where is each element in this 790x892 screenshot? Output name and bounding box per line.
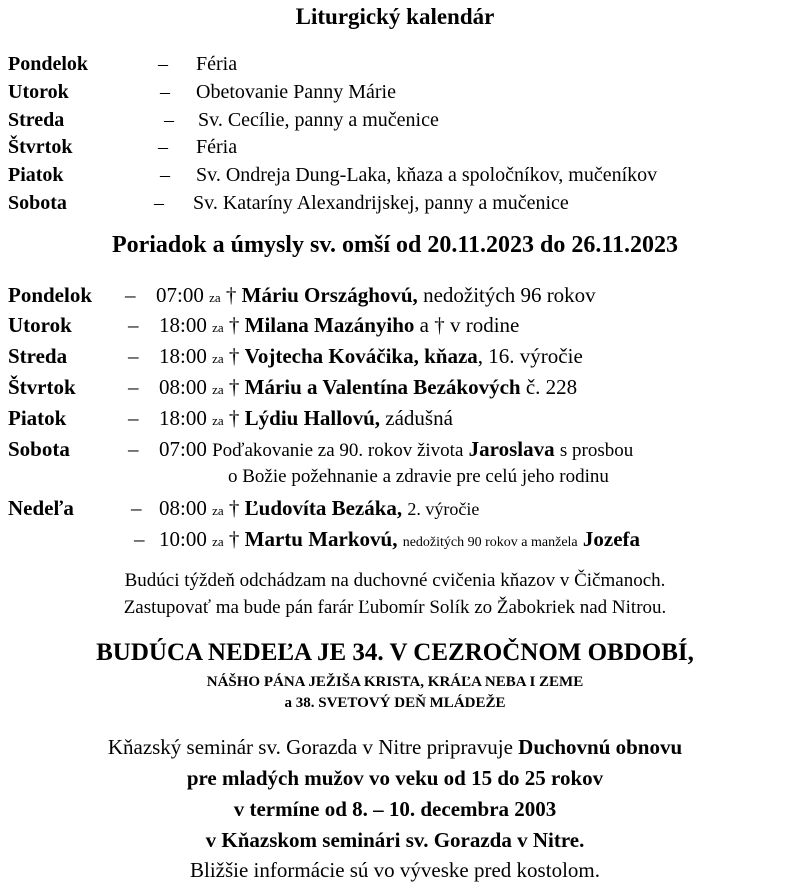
mass-dash: – (128, 344, 139, 368)
liturgical-text: Féria (196, 136, 238, 158)
mass-za: za (212, 351, 224, 366)
mass-line (156, 283, 596, 308)
mass-time: 07:00 (156, 283, 204, 307)
mass-intention-rest: zádušná (385, 406, 453, 430)
mass-day: Piatok (8, 406, 67, 430)
mass-day: Štvrtok (8, 375, 76, 399)
seminary-line1-plain: Kňazský seminár sv. Gorazda v Nitre pripravuje (107, 735, 513, 759)
mass-dash: – (125, 283, 136, 307)
mass-day: Nedeľa (8, 496, 74, 520)
next-sunday-title: BUDÚCA NEDEĽA JE 34. V CEZROČNOM OBDOBÍ, (96, 639, 694, 666)
mass-time: 10:00 (159, 527, 207, 551)
liturgical-dash: – (158, 136, 168, 158)
mass-za: za (209, 290, 221, 305)
mass-dash: – (134, 527, 145, 551)
mass-intention-name: Lýdiu Hallovú, (244, 406, 381, 430)
liturgical-dash: – (154, 192, 164, 214)
cross-icon: † (228, 527, 240, 551)
liturgical-day: Piatok (8, 164, 64, 186)
mass-line (159, 313, 519, 338)
mass-intention-post: s prosbou (559, 440, 634, 461)
mass-intention-rest: č. 228 (525, 375, 578, 399)
mass-day: Pondelok (8, 283, 93, 307)
mass-intention-name: Milana Mazányiho (244, 313, 415, 337)
mass-line (159, 527, 640, 552)
mass-line (159, 406, 453, 431)
liturgical-title: Liturgický kalendár (295, 4, 495, 29)
mass-intention-name: Ľudovíta Bezáka, (244, 496, 403, 520)
mass-za: za (212, 503, 224, 518)
mass-za: za (212, 382, 224, 397)
liturgical-text: Sv. Ondreja Dung-Laka, kňaza a spoločníkov, mučeníkov (196, 164, 658, 186)
mass-line (159, 375, 577, 400)
liturgical-text: Féria (196, 53, 238, 75)
mass-day: Streda (8, 344, 68, 368)
mass-time: 08:00 (159, 375, 207, 399)
mass-intention-name: Vojtecha Kováčika, kňaza (244, 344, 478, 368)
mass-dash: – (128, 437, 139, 461)
mass-time: 18:00 (159, 344, 207, 368)
mass-intention-rest: nedožitých 90 rokov a manžela (402, 535, 578, 550)
next-sunday-subtitle2: a 38. SVETOVÝ DEŇ MLÁDEŽE (284, 695, 506, 711)
mass-intention-pre: Poďakovanie za 90. rokov života (212, 440, 464, 461)
mass-intention-name: Jaroslava (468, 437, 555, 461)
liturgical-dash: – (160, 164, 170, 186)
mass-dash: – (128, 375, 139, 399)
liturgical-day: Pondelok (8, 53, 89, 75)
liturgical-dash: – (158, 53, 168, 75)
seminary-line3: v termíne od 8. – 10. decembra 2003 (233, 797, 557, 821)
mass-intention-rest: 2. výročie (407, 499, 480, 519)
next-sunday-subtitle: NÁŠHO PÁNA JEŽIŠA KRISTA, KRÁĽA NEBA I ZEME (206, 674, 584, 690)
mass-intention-name: Martu Markovú, (244, 527, 398, 551)
liturgical-day: Utorok (8, 81, 69, 103)
mass-line (159, 496, 479, 521)
mass-za: za (212, 534, 224, 549)
mass-day: Utorok (8, 313, 72, 337)
mass-intention-rest: a † v rodine (419, 313, 520, 337)
mass-time: 18:00 (159, 406, 207, 430)
mass-intention-name: Máriu a Valentína Bezákových (244, 375, 521, 399)
mass-line (159, 344, 583, 369)
mass-dash: – (131, 496, 142, 520)
mass-line (159, 437, 633, 462)
mass-intention-rest: nedožitých 96 rokov (423, 283, 596, 307)
mass-intention-name: Máriu Országhovú, (241, 283, 418, 307)
mass-za: za (212, 413, 224, 428)
liturgical-dash: – (164, 109, 174, 131)
liturgical-text: Sv. Cecílie, panny a mučenice (198, 109, 439, 131)
cross-icon: † (228, 375, 240, 399)
mass-time: 18:00 (159, 313, 207, 337)
mass-dash: – (128, 406, 139, 430)
seminary-line5: Bližšie informácie sú vo vývеske pred kostolom. (189, 858, 600, 882)
mass-schedule-title: Poriadok a úmysly sv. omší od 20.11.2023 do 26.11.2023 (111, 232, 679, 258)
cross-icon: † (225, 283, 237, 307)
seminary-line1 (0, 735, 790, 760)
cross-icon: † (228, 344, 240, 368)
liturgical-dash: – (160, 81, 170, 103)
mass-intention-name2: Jozefa (582, 527, 641, 551)
mass-za: za (212, 320, 224, 335)
notice-line1: Budúci týždeň odchádzam na duchovné cvičenia kňazov v Čičmanoch. (124, 570, 666, 591)
liturgical-text: Sv. Kataríny Alexandrijskej, panny a mučenice (193, 192, 569, 214)
mass-time: 08:00 (159, 496, 207, 520)
seminary-line4: v Kňazskom seminári sv. Gorazda v Nitre. (205, 828, 585, 852)
liturgical-day: Streda (8, 109, 65, 131)
mass-intention-line2: o Božie požehnanie a zdravie pre celú jeho rodinu (228, 466, 609, 487)
mass-dash: – (128, 313, 139, 337)
mass-day: Sobota (8, 437, 70, 461)
notice-line2: Zastupovať ma bude pán farár Ľubomír Solík zo Žabokriek nad Nitrou. (123, 597, 667, 618)
liturgical-day: Štvrtok (8, 136, 73, 158)
liturgical-day: Sobota (8, 192, 67, 214)
cross-icon: † (228, 313, 240, 337)
mass-intention-rest: , 16. výročie (477, 344, 583, 368)
seminary-line2: pre mladých mužov vo veku od 15 do 25 rokov (186, 766, 604, 790)
cross-icon: † (228, 406, 240, 430)
mass-time: 07:00 (159, 437, 207, 461)
liturgical-text: Obetovanie Panny Márie (196, 81, 396, 103)
seminary-line1-bold: Duchovnú obnovu (518, 735, 683, 759)
cross-icon: † (228, 496, 240, 520)
